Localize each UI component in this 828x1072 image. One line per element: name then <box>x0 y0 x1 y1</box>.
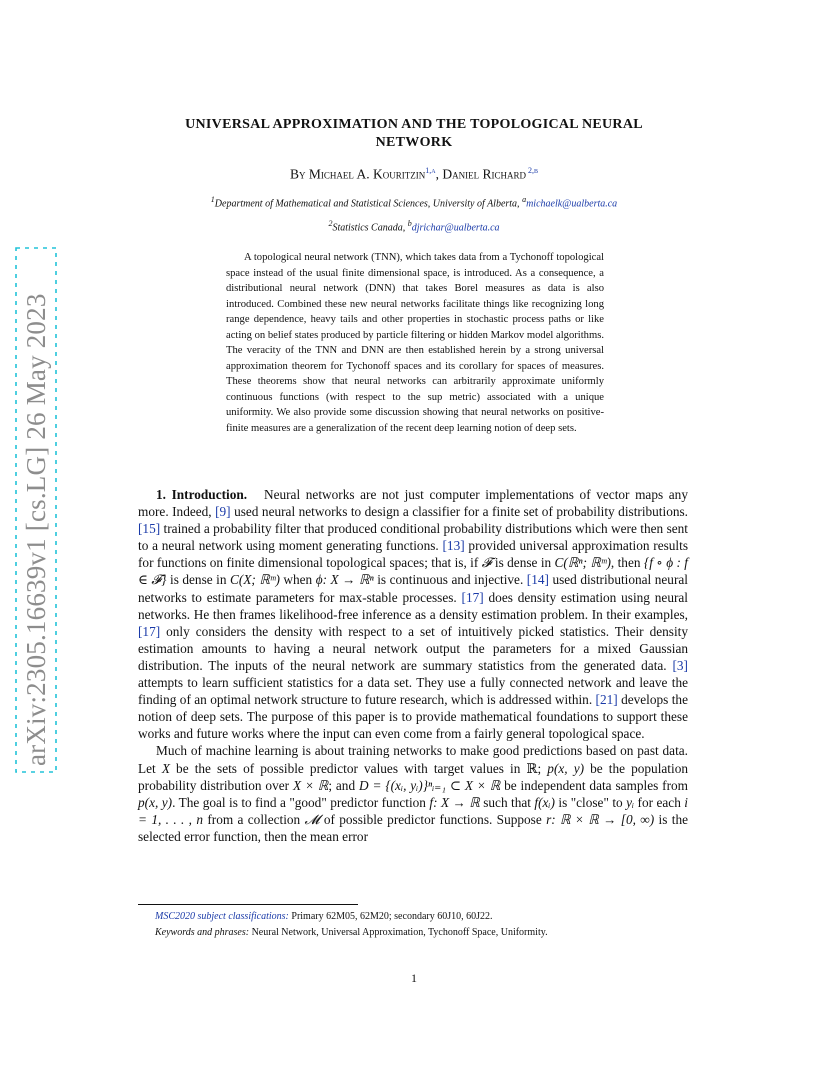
text-run: be independent data samples from <box>500 777 689 793</box>
math-expression: f: X → ℝ <box>429 794 480 810</box>
text-run: trained a probability filter that produced conditional probability distributions which were then sent to a neural network using moment generating functions. <box>138 521 688 554</box>
text-run: Neural networks are not just computer implementations of vector maps any more. Indeed, <box>138 487 688 520</box>
text-run: ; and <box>328 777 359 793</box>
text-run: such that <box>479 794 535 810</box>
author-separator: , <box>435 166 443 182</box>
msc-codes: Primary 62M05, 62M20; secondary 60J10, 60J22. <box>288 911 493 922</box>
keywords-text: Neural Network, Universal Approximation, Tychonoff Space, Uniformity. <box>249 927 548 938</box>
abstract <box>226 250 604 436</box>
page-number: 1 <box>411 971 417 985</box>
affiliation-2-text: Statistics Canada, <box>332 222 408 234</box>
math-expression: i = 1, . . . , n <box>138 794 688 827</box>
math-expression: p(x, y) <box>138 794 173 810</box>
math-expression: r: ℝ × ℝ → [0, ∞) <box>546 811 655 827</box>
author-name-2: Daniel Richard <box>442 166 526 182</box>
section-heading: 1. Introduction. <box>156 487 248 502</box>
affiliation-1-marker: 1 <box>210 195 215 204</box>
citation-link[interactable]: [9] <box>215 504 231 520</box>
intro-paragraph-1 <box>138 486 688 742</box>
math-expression: yᵢ <box>626 794 635 810</box>
citation-link[interactable]: [17] <box>461 589 484 605</box>
citation-link[interactable]: [13] <box>442 538 465 554</box>
title-line-1: UNIVERSAL APPROXIMATION AND THE TOPOLOGICAL NEURAL <box>185 117 643 132</box>
math-expression: X × ℝ <box>292 777 329 793</box>
introduction-section <box>138 486 688 845</box>
email-link-2[interactable]: djrichar@ualberta.ca <box>411 222 500 234</box>
text-run: attempts to learn sufficient statistics for a data set. They use a fully connected network and leave the finding of an optimal network structure to future research, which is addressed within. <box>138 675 688 708</box>
text-run: provided universal approximation results for functions on finite dimensional topological spaces; that is, if <box>138 538 688 571</box>
math-expression: C(X; ℝᵐ) <box>230 572 280 588</box>
citation-link[interactable]: [21] <box>595 692 618 708</box>
math-expression: 𝓜 <box>304 811 320 827</box>
text-run: is "close" to <box>554 794 627 810</box>
text-run: used neural networks to design a classifier for a finite set of probability distributions. <box>230 504 688 520</box>
email-b-marker: b <box>407 219 412 228</box>
text-run: . The goal is to find a "good" predictor function <box>172 794 430 810</box>
email-link-1[interactable]: michaelk@ualberta.ca <box>526 198 618 210</box>
math-expression: X <box>161 760 170 776</box>
affiliation-1-text: Department of Mathematical and Statistical Sciences, University of Alberta, <box>214 198 523 210</box>
text-run: only considers the density with respect to a set of intuitively picked statistics. Their density estimation amounts to having a neural network output the parameters for a mixed Gaussian distribution. The inputs of the neural network are summary statistics from the generated data. <box>138 623 688 673</box>
text-run: be the population probability distribution over <box>138 760 688 793</box>
text-run: , then <box>610 555 644 571</box>
text-run: is dense in <box>166 572 231 588</box>
arxiv-side-stamp <box>14 246 58 774</box>
keywords-footnote <box>155 925 695 941</box>
math-expression: {f ∘ ϕ : f ∈ 𝓕} <box>138 555 688 588</box>
math-expression: D = {(xᵢ, yᵢ)}ⁿᵢ₌₁ ⊂ X × ℝ <box>358 777 501 793</box>
footnote-rule <box>138 904 358 905</box>
affiliation-2-marker: 2 <box>328 219 333 228</box>
text-run: does density estimation using neural networks. He then frames likelihood-free inference as a density estimation problem. In their examples, <box>138 589 688 622</box>
author-name-1: Michael A. Kouritzin <box>308 166 426 182</box>
text-run: from a collection <box>202 811 305 827</box>
email-a-marker: a <box>522 195 527 204</box>
math-expression: p(x, y) <box>547 760 585 776</box>
text-run: Much of machine learning is about training networks to make good predictions based on past data. Let <box>138 743 688 776</box>
text-run: is continuous and injective. <box>373 572 527 588</box>
math-expression: 𝓕 <box>481 555 492 571</box>
paper-title <box>150 116 678 152</box>
text-run: is dense in <box>491 555 555 571</box>
affiliation-2 <box>110 219 718 233</box>
msc-footnote <box>155 909 695 925</box>
citation-link[interactable]: [3] <box>672 657 688 673</box>
msc-link[interactable]: MSC2020 subject classifications: <box>155 911 289 922</box>
abstract-text: A topological neural network (TNN), which takes data from a Tychonoff topological space instead of the usual finite dimensional space, is introduced. As a consequence, a distributional neural network (DNN) that takes Borel measures as data is also introduced. Combined these new neural networks facilitate things like recognizing long range dependence, heavy tails and other properties in stochastic process paths or like acting on belief states produced by particle filtering or hidden Markov model algorithms. The veracity of the TNN and DNN are then established herein by a strong universal approximation theorem for Tychonoff spaces and its corollary for spaces of measures. These theorems show that neural networks can arbitrarily approximate uniformly continuous functions (with respect to the sup metric) associated with a unique uniformity. We also provide some discussion showing that neural networks on positive-finite measures are a generalization of the recent deep learning notion of deep sets. <box>226 252 604 434</box>
intro-paragraph-1-body <box>138 487 688 741</box>
text-run: develops the notion of deep sets. The purpose of this paper is to provide mathematical foundations to support these works and future works where the input can even come from a fairly general topological space. <box>138 692 688 742</box>
affiliation-1 <box>110 195 718 209</box>
math-expression: f(xᵢ) <box>534 794 555 810</box>
author-2-superscript[interactable]: 2,b <box>525 166 538 175</box>
text-run: for each <box>634 794 685 810</box>
math-expression: ϕ: X → ℝⁿ <box>315 572 374 588</box>
text-run: used distributional neural networks to estimate parameters for max-stable processes. <box>138 572 688 605</box>
text-run: be the sets of possible predictor values with target values in ℝ; <box>169 760 548 776</box>
text-run: of possible predictor functions. Suppose <box>319 811 547 827</box>
citation-link[interactable]: [17] <box>138 623 161 639</box>
keywords-label: Keywords and phrases: <box>155 927 250 938</box>
citation-link[interactable]: [14] <box>526 572 549 588</box>
author-line <box>150 166 678 183</box>
citation-link[interactable]: [15] <box>138 521 161 537</box>
math-expression: C(ℝⁿ; ℝᵐ) <box>554 555 611 571</box>
text-run: when <box>279 572 316 588</box>
text-run: is the selected error function, then the mean error <box>138 811 688 844</box>
intro-paragraph-2 <box>138 742 688 845</box>
title-line-2: NETWORK <box>375 135 453 150</box>
byline-prefix: By <box>290 166 306 182</box>
footnotes <box>155 909 695 941</box>
author-1-superscript[interactable]: 1,a <box>425 166 436 175</box>
arxiv-identifier: arXiv:2305.16639v1 [cs.LG] 26 May 2023 <box>21 293 51 766</box>
